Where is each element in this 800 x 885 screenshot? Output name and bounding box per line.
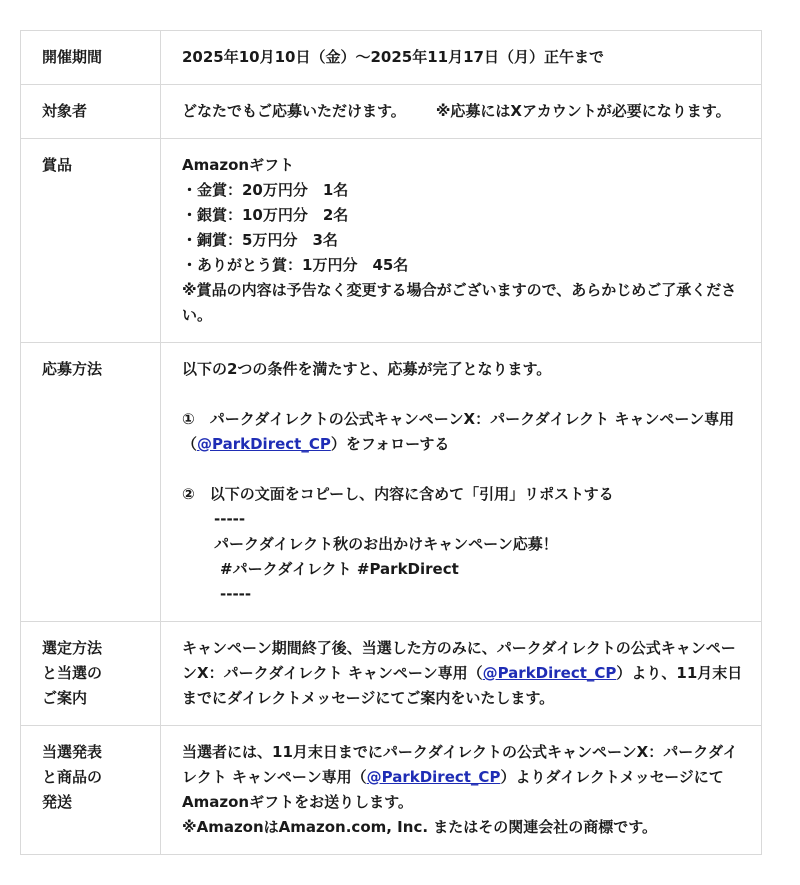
parkdirect-cp-link[interactable]: @ParkDirect_CP: [197, 435, 331, 453]
row-howto: [21, 343, 762, 622]
target-text: どなたでもご応募いただけます。: [182, 102, 406, 120]
howto-label: 応募方法: [21, 343, 161, 622]
quote-line: -----: [220, 585, 252, 603]
period-label: 開催期間: [21, 31, 161, 85]
row-selection: [21, 622, 762, 726]
announcement-value: [161, 726, 762, 855]
prize-line: ・ありがとう賞：1万円分 45名: [182, 256, 409, 274]
howto-step-1: ① パークダイレクトの公式キャンペーンX：パークダイレクト キャンペーン専用（@ParkDirect_CP）をフォローする: [182, 410, 735, 453]
parkdirect-cp-link[interactable]: @ParkDirect_CP: [366, 768, 501, 786]
quote-line: パークダイレクト秋のお出かけキャンペーン応募！: [214, 535, 558, 553]
quote-line: -----: [214, 510, 246, 528]
trademark-note: ※AmazonはAmazon.com, Inc. またはその関連会社の商標です。: [182, 818, 658, 836]
campaign-info-table: [20, 30, 762, 855]
selection-text: キャンペーン期間終了後、当選した方のみに、パークダイレクトの公式キャンペーンX：パークダイレクト キャンペーン専用（@ParkDirect_CP）より、11月末日までにダイレクトメッセージにてご案内をいたします。: [182, 639, 743, 707]
howto-value: [161, 343, 762, 622]
period-value: [161, 31, 762, 85]
selection-value: [161, 622, 762, 726]
row-prize: [21, 139, 762, 343]
parkdirect-cp-link[interactable]: @ParkDirect_CP: [482, 664, 617, 682]
announcement-text: 当選者には、11月末日までにパークダイレクトの公式キャンペーンX：パークダイレクト キャンペーン専用（@ParkDirect_CP）よりダイレクトメッセージにてAmazonギフトをお送りします。: [182, 743, 738, 811]
prize-note: ※賞品の内容は予告なく変更する場合がございますので、あらかじめご了承ください。: [182, 281, 737, 324]
prize-line: ・銀賞：10万円分 2名: [182, 206, 349, 224]
target-value: [161, 85, 762, 139]
howto-step-2: ② 以下の文面をコピーし、内容に含めて「引用」リポストする: [182, 485, 614, 503]
target-label: 対象者: [21, 85, 161, 139]
target-note: ※応募にはXアカウントが必要になります。: [435, 102, 731, 120]
prize-line: Amazonギフト: [182, 156, 295, 174]
prize-line: ・銅賞：5万円分 3名: [182, 231, 338, 249]
row-period: [21, 31, 762, 85]
prize-label: 賞品: [21, 139, 161, 343]
howto-intro: 以下の2つの条件を満たすと、応募が完了となります。: [182, 360, 552, 378]
row-target: [21, 85, 762, 139]
period-text: 2025年10月10日（金）〜2025年11月17日（月）正午まで: [182, 48, 604, 66]
campaign-info-table-wrapper: [20, 30, 762, 855]
quote-text-block: [182, 507, 743, 557]
announcement-label: 当選発表 と商品の 発送: [21, 726, 161, 855]
prize-value: [161, 139, 762, 343]
row-announcement: [21, 726, 762, 855]
prize-line: ・金賞：20万円分 1名: [182, 181, 349, 199]
selection-label: 選定方法 と当選の ご案内: [21, 622, 161, 726]
quote-line: #パークダイレクト #ParkDirect: [220, 560, 459, 578]
